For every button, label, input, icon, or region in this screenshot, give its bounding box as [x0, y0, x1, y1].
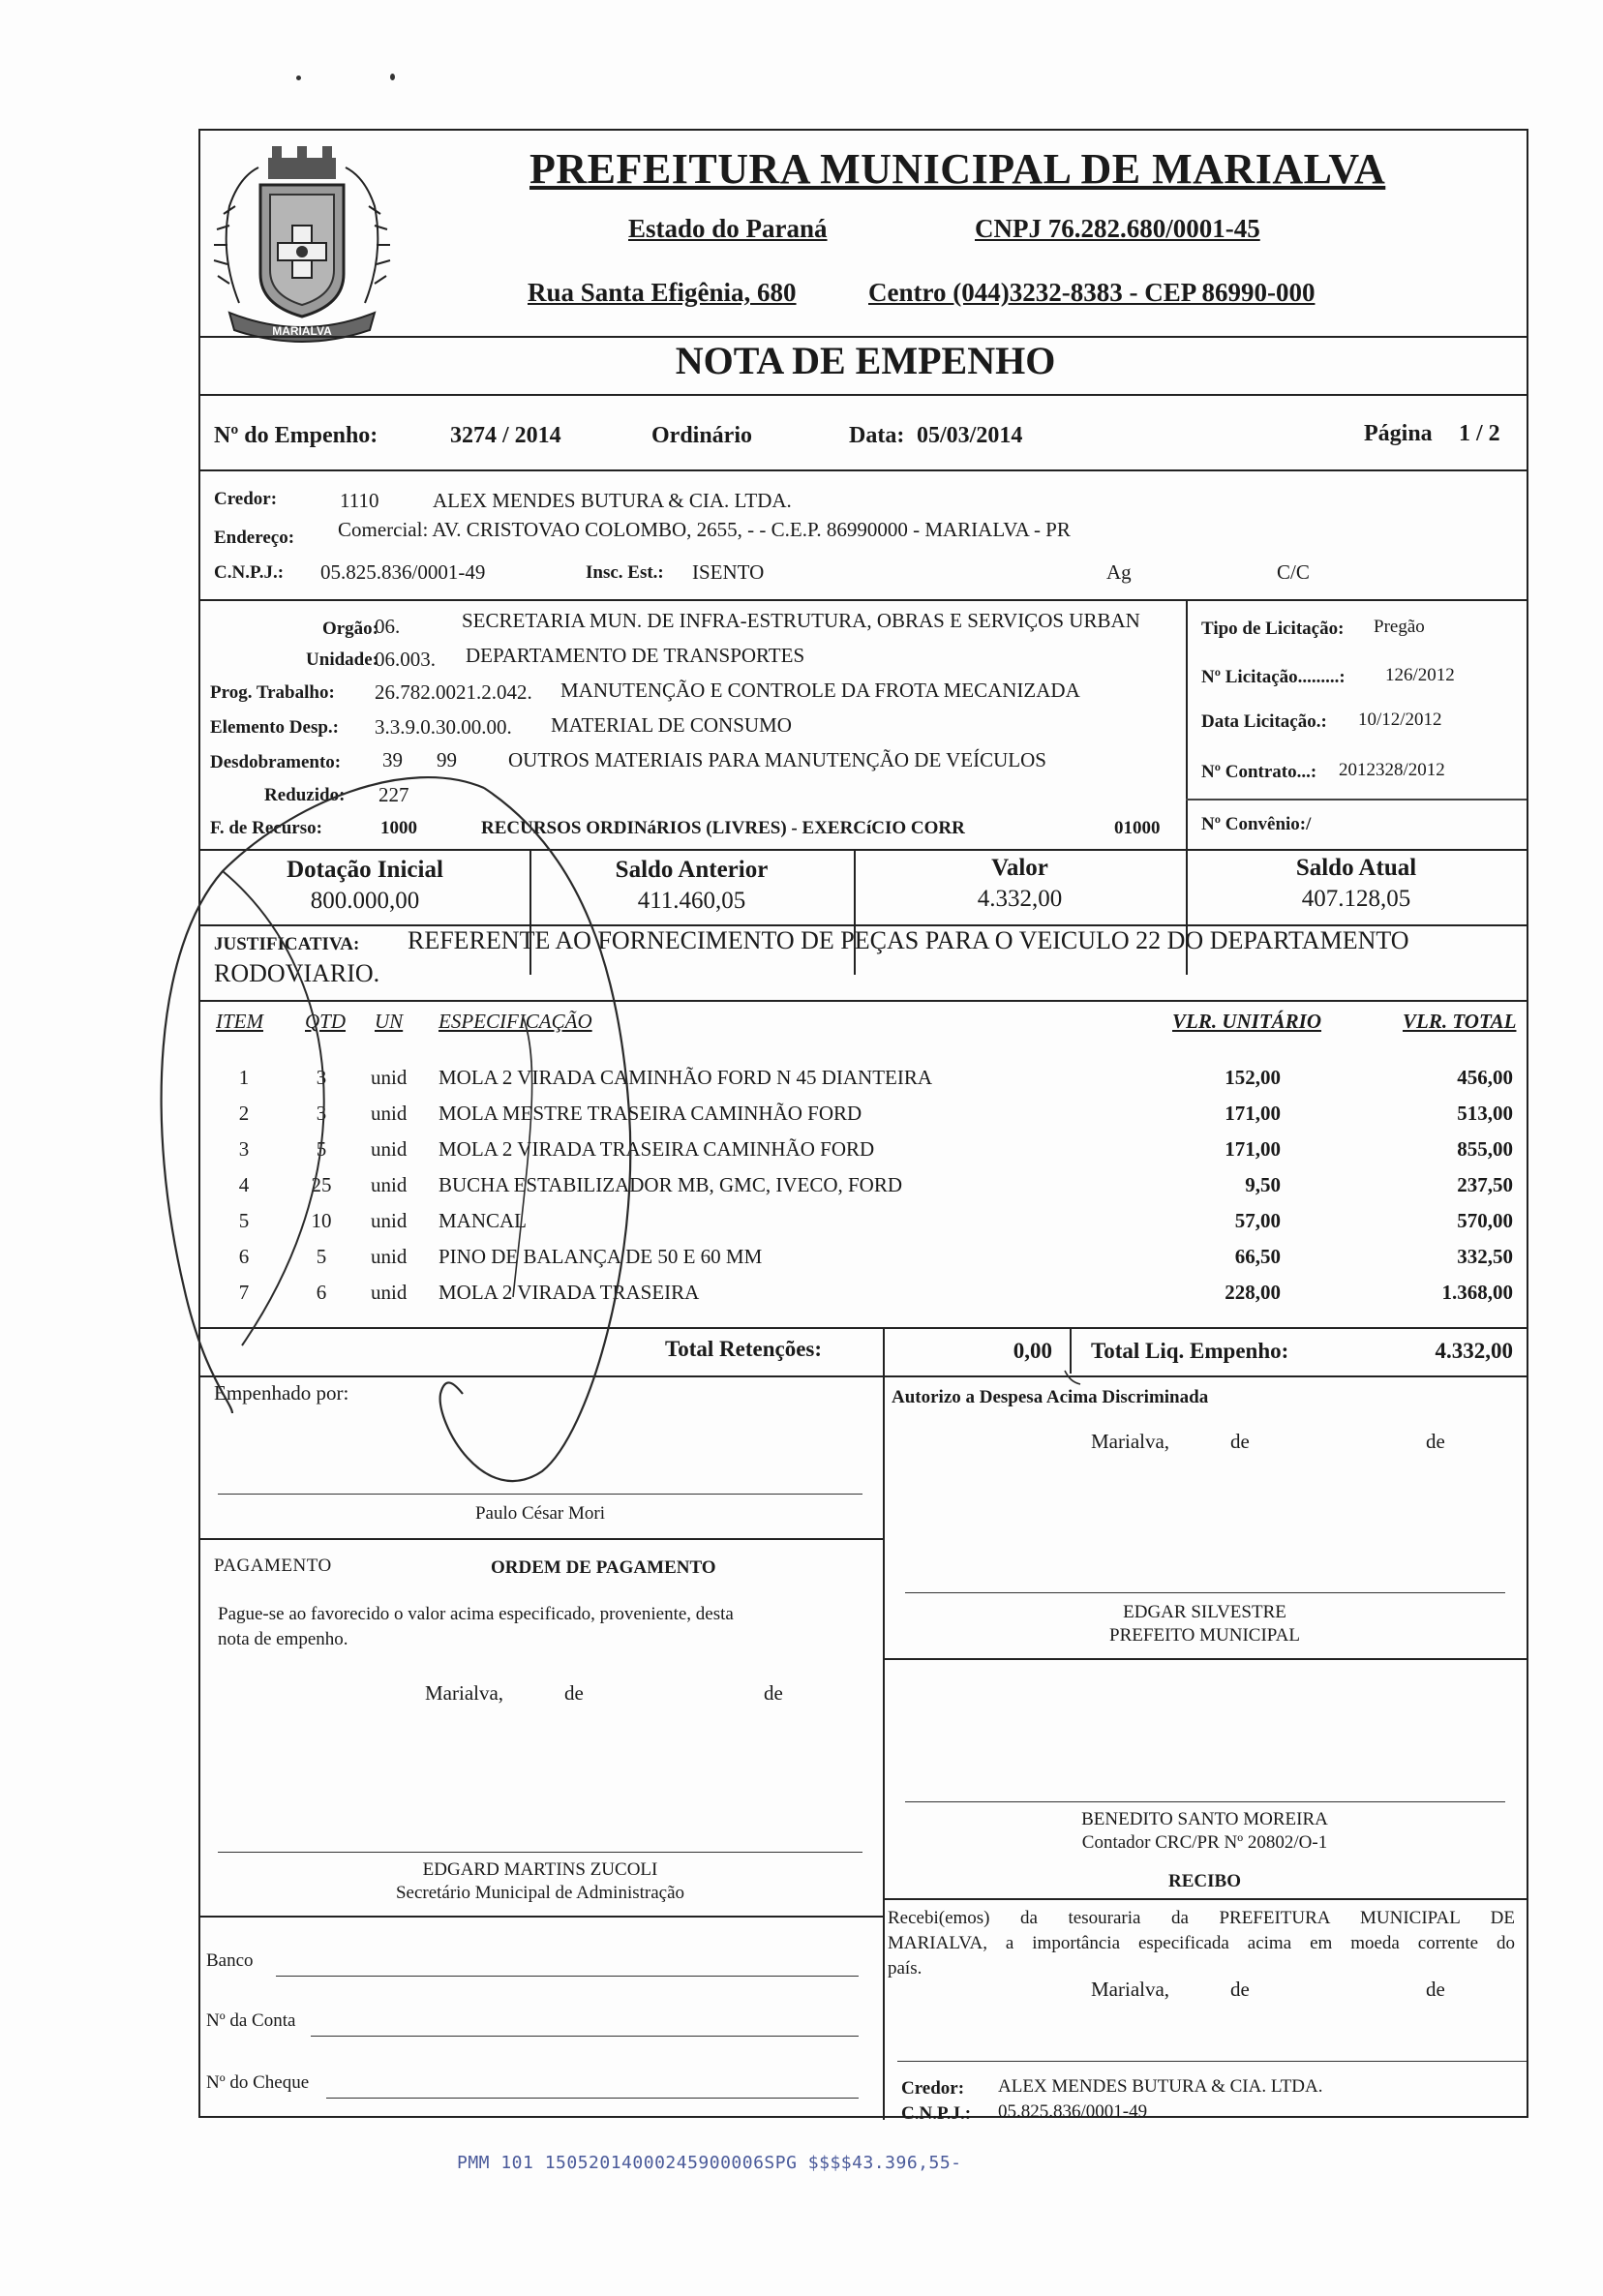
reduzido-value: 227 [378, 783, 409, 806]
item-quantity: 25 [311, 1173, 332, 1196]
empenho-label: Nº do Empenho: [214, 423, 378, 448]
item-quantity: 5 [316, 1137, 327, 1161]
pague-line1: Pague-se ao favorecido o valor acima especificado, proveniente, desta [218, 1604, 734, 1624]
item-total: 237,50 [1457, 1173, 1513, 1196]
unidade-label: Unidade: [306, 650, 378, 670]
contador-name: BENEDITO SANTO MOREIRA [1081, 1809, 1328, 1829]
table-row [200, 1066, 1530, 1102]
empenhado-name: Paulo César Mori [474, 1503, 606, 1524]
item-specification: BUCHA ESTABILIZADOR MB, GMC, IVECO, FORD [439, 1173, 903, 1196]
item-specification: MOLA 2 VIRADA TRASEIRA CAMINHÃO FORD [439, 1137, 875, 1161]
orgao-label: Orgão: [321, 619, 378, 639]
valor-label: Valor [991, 855, 1048, 881]
ordem-pagamento-label: ORDEM DE PAGAMENTO [491, 1557, 716, 1578]
conta-label: Nº da Conta [206, 2010, 296, 2031]
recibo-line1: Recebi(emos) da tesouraria da PREFEITURA MUNICIPAL DE [888, 1908, 1515, 1928]
item-quantity: 3 [316, 1066, 327, 1089]
credor-name: ALEX MENDES BUTURA & CIA. LTDA. [433, 489, 792, 512]
item-total: 332,50 [1457, 1245, 1513, 1268]
prefeito-name: EDGAR SILVESTRE [1123, 1602, 1286, 1622]
recibo-cnpj: 05.825.836/0001-49 [998, 2101, 1148, 2122]
orgao-name: SECRETARIA MUN. DE INFRA-ESTRUTURA, OBRAS E SERVIÇOS URBAN [462, 609, 1140, 632]
item-unit-price: 57,00 [1234, 1209, 1281, 1232]
prefeito-role: PREFEITO MUNICIPAL [1109, 1625, 1300, 1646]
table-row [200, 1137, 1530, 1173]
contador-role: Contador CRC/PR Nº 20802/O-1 [1081, 1832, 1328, 1853]
item-unit: unid [371, 1102, 408, 1125]
item-quantity: 3 [316, 1102, 327, 1125]
fonte-name: RECURSOS ORDINáRIOS (LIVRES) - EXERCíCIO CORR [481, 818, 965, 838]
table-row [200, 1173, 1530, 1209]
col-total: VLR. TOTAL [1403, 1010, 1517, 1033]
item-number: 7 [238, 1281, 250, 1304]
item-number: 3 [238, 1137, 250, 1161]
justificativa-line1: REFERENTE AO FORNECIMENTO DE PEÇAS PARA O VEICULO 22 DO DEPARTAMENTO [408, 926, 1409, 954]
svg-text:MARIALVA: MARIALVA [272, 324, 332, 338]
cc-label: C/C [1277, 560, 1310, 584]
dotacao-value: 800.000,00 [310, 888, 420, 914]
orgao-code: 06. [375, 615, 401, 638]
item-specification: MOLA MESTRE TRASEIRA CAMINHÃO FORD [439, 1102, 862, 1125]
reduzido-label: Reduzido: [264, 785, 346, 805]
item-unit-price: 171,00 [1225, 1102, 1281, 1125]
item-quantity: 5 [316, 1245, 327, 1268]
banco-label: Banco [206, 1950, 254, 1971]
item-unit: unid [371, 1173, 408, 1196]
ag-label: Ag [1106, 560, 1132, 584]
recibo-de1: de [1230, 1978, 1250, 2001]
empenhado-label: Empenhado por: [214, 1381, 349, 1405]
fonte-label: F. de Recurso: [210, 818, 322, 838]
district-phone-cep: Centro (044)3232-8383 - CEP 86990-000 [868, 278, 1316, 307]
licitacao-date-label: Data Licitação.: [1201, 711, 1327, 732]
item-unit-price: 66,50 [1234, 1245, 1281, 1268]
street-address: Rua Santa Efigênia, 680 [528, 278, 797, 307]
page-title: PREFEITURA MUNICIPAL DE MARIALVA [529, 145, 1386, 193]
item-unit-price: 152,00 [1225, 1066, 1281, 1089]
credor-ie: ISENTO [692, 560, 765, 584]
cheque-label: Nº do Cheque [206, 2072, 310, 2093]
item-unit: unid [371, 1281, 408, 1304]
prog-name: MANUTENÇÃO E CONTROLE DA FROTA MECANIZADA [560, 679, 1080, 702]
elemento-label: Elemento Desp.: [210, 717, 339, 738]
pague-line2: nota de empenho. [218, 1629, 348, 1649]
address-label: Endereço: [214, 528, 295, 548]
item-unit: unid [371, 1137, 408, 1161]
fonte-code: 1000 [380, 818, 417, 838]
item-number: 1 [238, 1066, 250, 1089]
item-number: 4 [238, 1173, 250, 1196]
empenho-type: Ordinário [651, 423, 753, 448]
ie-label: Insc. Est.: [586, 562, 664, 583]
autorizo-text: Autorizo a Despesa Acima Discriminada [892, 1387, 1209, 1407]
pagamento-place: Marialva, [425, 1681, 504, 1705]
prog-code: 26.782.0021.2.042. [375, 680, 532, 704]
col-un: UN [375, 1010, 404, 1033]
secretario-name: EDGARD MARTINS ZUCOLI [422, 1859, 658, 1880]
date-label: Data: [849, 423, 905, 448]
recibo-line3: país. [888, 1958, 922, 1979]
unidade-code: 06.003. [375, 648, 436, 671]
document-title: NOTA DE EMPENHO [675, 339, 1056, 382]
autorizo-de1: de [1230, 1430, 1250, 1453]
item-unit-price: 9,50 [1245, 1173, 1281, 1196]
recibo-de2: de [1426, 1978, 1445, 2001]
table-row [200, 1245, 1530, 1281]
desdobramento-sub: 99 [437, 748, 457, 771]
licitacao-date: 10/12/2012 [1358, 710, 1442, 730]
desdobramento-label: Desdobramento: [210, 752, 342, 772]
item-number: 6 [238, 1245, 250, 1268]
item-specification: MOLA 2 VIRADA CAMINHÃO FORD N 45 DIANTEIRA [439, 1066, 933, 1089]
elemento-code: 3.3.9.0.30.00.00. [375, 715, 512, 739]
dotacao-label: Dotação Inicial [287, 857, 443, 883]
item-specification: PINO DE BALANÇA DE 50 E 60 MM [439, 1245, 763, 1268]
pagamento-de2: de [764, 1681, 783, 1705]
item-specification: MANCAL [439, 1209, 528, 1232]
page-number: 1 / 2 [1459, 421, 1500, 446]
scan-dust [296, 76, 301, 80]
recibo-place: Marialva, [1091, 1978, 1170, 2001]
document-frame [198, 129, 1528, 2124]
cnpj-label: C.N.P.J.: [214, 562, 285, 583]
autorizo-de2: de [1426, 1430, 1445, 1453]
item-total: 570,00 [1457, 1209, 1513, 1232]
item-unit: unid [371, 1209, 408, 1232]
item-total: 855,00 [1457, 1137, 1513, 1161]
item-number: 5 [238, 1209, 250, 1232]
item-total: 456,00 [1457, 1066, 1513, 1089]
table-row [200, 1102, 1530, 1137]
secretario-role: Secretário Municipal de Administração [395, 1883, 685, 1903]
item-number: 2 [238, 1102, 250, 1125]
retencoes-value: 0,00 [1013, 1339, 1052, 1363]
elemento-name: MATERIAL DE CONSUMO [551, 713, 792, 737]
desdobramento-name: OUTROS MATERIAIS PARA MANUTENÇÃO DE VEÍCULOS [508, 748, 1046, 771]
item-unit-price: 171,00 [1225, 1137, 1281, 1161]
table-row [200, 1281, 1530, 1316]
saldo-atual-label: Saldo Atual [1295, 855, 1417, 881]
recibo-credor-name: ALEX MENDES BUTURA & CIA. LTDA. [998, 2076, 1323, 2097]
saldo-anterior-value: 411.460,05 [637, 888, 746, 914]
item-total: 1.368,00 [1441, 1281, 1513, 1304]
credor-code: 1110 [340, 489, 379, 512]
saldo-atual-value: 407.128,05 [1301, 886, 1411, 912]
valor-value: 4.332,00 [977, 886, 1063, 912]
city-cnpj: CNPJ 76.282.680/0001-45 [975, 214, 1260, 243]
credor-address: Comercial: AV. CRISTOVAO COLOMBO, 2655, - - C.E.P. 86990000 - MARIALVA - PR [338, 518, 1071, 541]
autorizo-place: Marialva, [1091, 1430, 1170, 1453]
total-liq-label: Total Liq. Empenho: [1091, 1339, 1289, 1363]
item-quantity: 10 [311, 1209, 332, 1232]
justificativa-label: JUSTIFICATIVA: [214, 934, 360, 954]
pagamento-label: PAGAMENTO [214, 1556, 332, 1576]
recibo-credor-label: Credor: [901, 2078, 965, 2099]
contrato-label: Nº Contrato...: [1201, 762, 1317, 782]
tipo-licitacao-label: Tipo de Licitação: [1201, 619, 1345, 639]
col-spec: ESPECIFICAÇÃO [439, 1010, 592, 1033]
footer-code: PMM 101 15052014000245900006SPG $$$$43.396,55- [457, 2153, 962, 2173]
credor-cnpj: 05.825.836/0001-49 [320, 560, 486, 584]
page-label: Página [1364, 421, 1433, 446]
recibo-title: RECIBO [1168, 1871, 1241, 1891]
item-unit: unid [371, 1066, 408, 1089]
scan-dust [390, 74, 395, 80]
justificativa-line2: RODOVIARIO. [214, 959, 380, 987]
convenio-label: Nº Convênio:/ [1201, 814, 1312, 834]
desdobramento-code: 39 [382, 748, 403, 771]
state-label: Estado do Paraná [628, 214, 828, 243]
credor-label: Credor: [214, 489, 278, 509]
licitacao-num: 126/2012 [1385, 665, 1455, 685]
licitacao-num-label: Nº Licitação.........: [1201, 667, 1346, 687]
prog-label: Prog. Trabalho: [210, 682, 335, 703]
recibo-cnpj-label: C.N.P.J.: [901, 2103, 972, 2124]
item-total: 513,00 [1457, 1102, 1513, 1125]
empenho-date: 05/03/2014 [917, 423, 1023, 448]
pagamento-de1: de [564, 1681, 584, 1705]
contrato-num: 2012328/2012 [1339, 760, 1445, 780]
item-quantity: 6 [316, 1281, 327, 1304]
col-qtd: QTD [305, 1010, 347, 1033]
total-liq-value: 4.332,00 [1435, 1339, 1513, 1363]
item-unit: unid [371, 1245, 408, 1268]
retencoes-label: Total Retenções: [665, 1337, 823, 1361]
table-row [200, 1209, 1530, 1245]
saldo-anterior-label: Saldo Anterior [615, 857, 769, 883]
unidade-name: DEPARTAMENTO DE TRANSPORTES [466, 644, 805, 667]
recibo-line2: MARIALVA, a importância especificada acima em moeda corrente do [888, 1933, 1515, 1953]
municipal-crest-logo [200, 138, 404, 349]
item-unit-price: 228,00 [1225, 1281, 1281, 1304]
col-item: ITEM [216, 1010, 263, 1033]
tipo-licitacao: Pregão [1374, 617, 1425, 637]
fonte-num: 01000 [1114, 818, 1161, 838]
empenho-number: 3274 / 2014 [450, 423, 561, 448]
item-specification: MOLA 2 VIRADA TRASEIRA [439, 1281, 700, 1304]
col-unit-price: VLR. UNITÁRIO [1172, 1010, 1322, 1033]
